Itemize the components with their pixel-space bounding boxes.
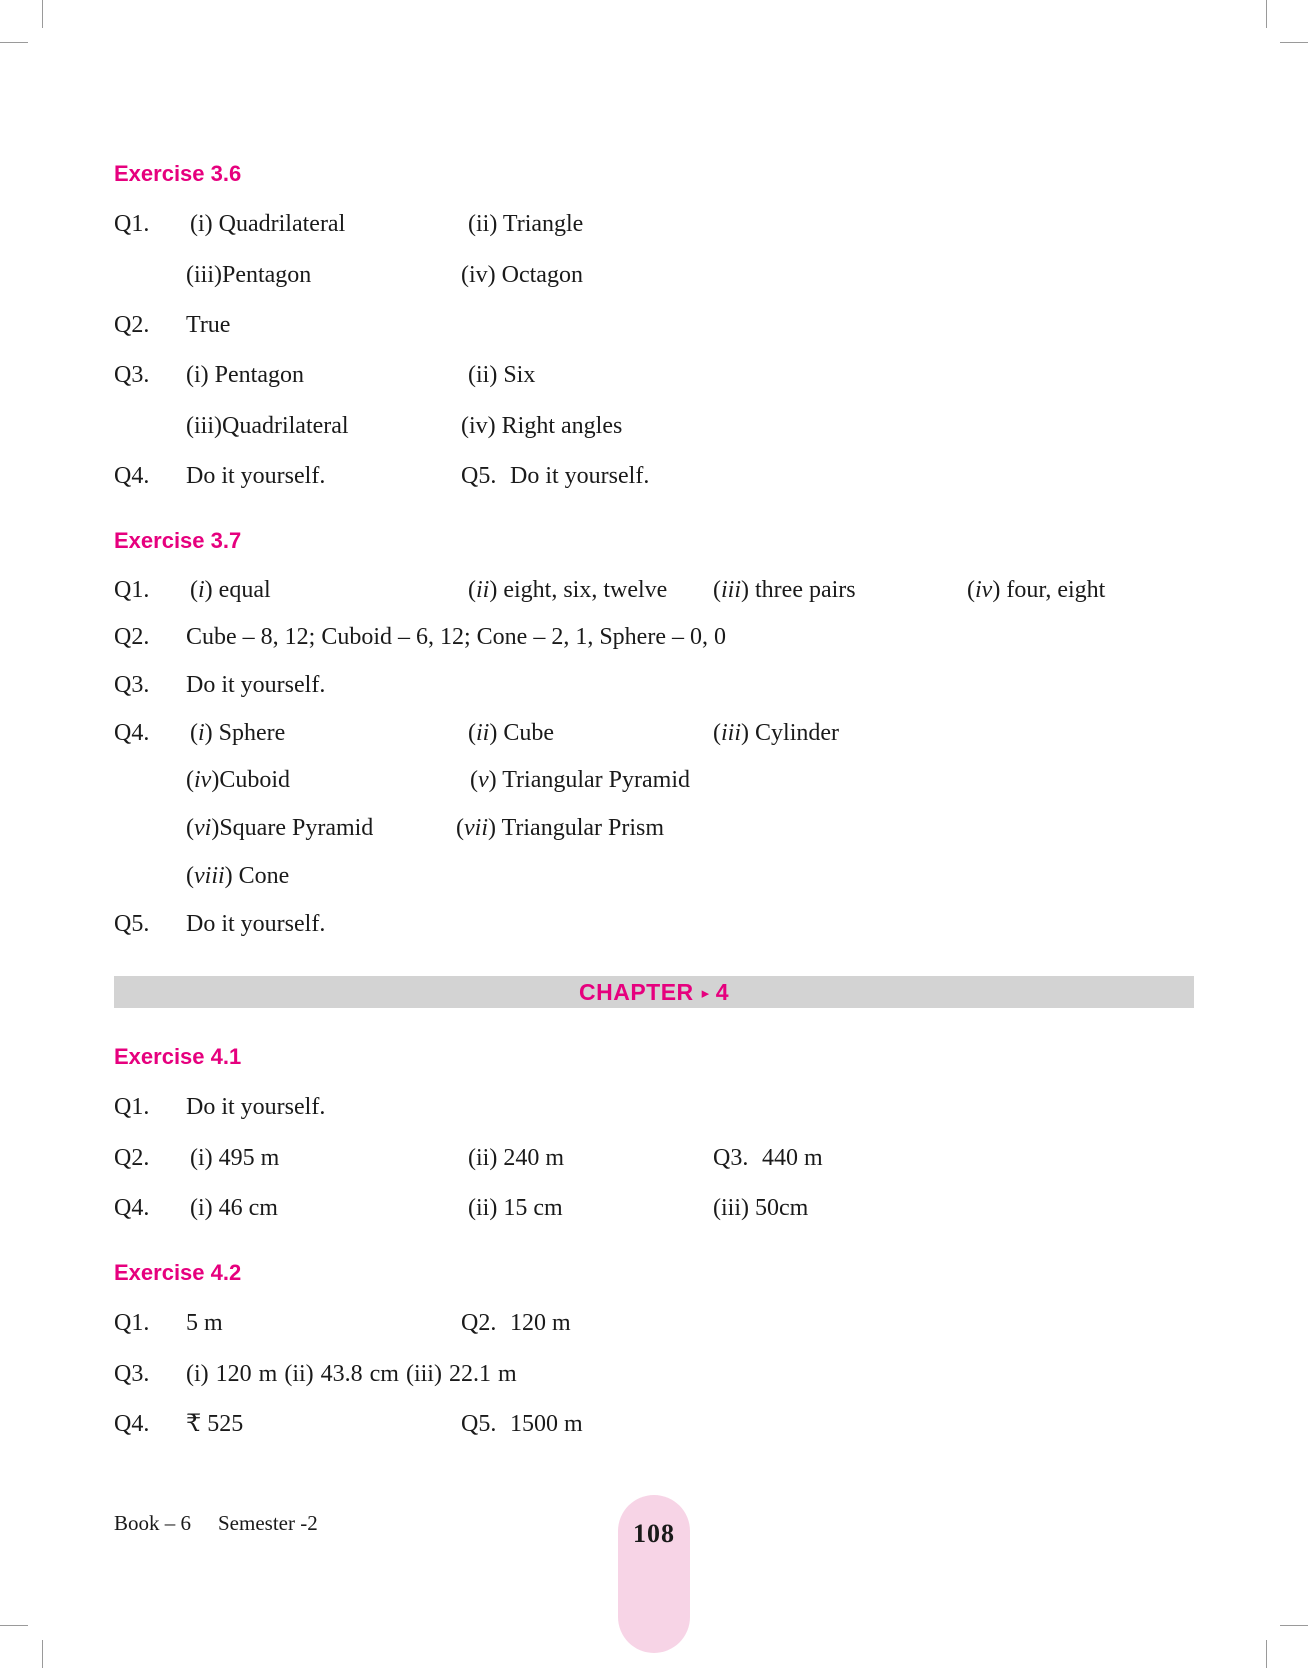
part-text: Triangular Pyramid [502, 767, 690, 793]
question-label: Q5. [114, 911, 150, 937]
crop-mark [0, 42, 28, 43]
question-label: Q5. [461, 1411, 497, 1437]
answer-part: (ii) Six [468, 362, 536, 388]
answer-part: (iv) Octagon [461, 262, 583, 288]
part-numeral: iii [721, 577, 742, 603]
part-numeral: iv [975, 577, 993, 603]
part-text: three pairs [755, 577, 856, 603]
answer-part: (iii) three pairs [713, 577, 856, 603]
crop-mark [1280, 42, 1308, 43]
answer-text: 5 m [186, 1310, 223, 1336]
crop-mark [1266, 0, 1267, 28]
question-label: Q2. [461, 1310, 497, 1336]
answer-part: (i) Quadrilateral [190, 211, 346, 237]
answer-part: (i) 46 cm [190, 1195, 278, 1221]
exercise-heading: Exercise 3.6 [114, 161, 242, 186]
part-numeral: i [198, 720, 205, 746]
question-label: Q5. [461, 463, 497, 489]
exercise-heading: Exercise 4.2 [114, 1260, 242, 1285]
answer-part: (ii) eight, six, twelve [468, 577, 668, 603]
answer-text: Do it yourself. [510, 463, 650, 489]
question-label: Q1. [114, 211, 150, 237]
answer-part: (iii) Cylinder [713, 720, 840, 746]
part-numeral: iii [721, 720, 742, 746]
part-numeral: ii [476, 577, 490, 603]
question-label: Q4. [114, 1411, 150, 1437]
part-numeral: ii [476, 720, 490, 746]
question-label: Q1. [114, 1310, 150, 1336]
answer-part: (i) equal [190, 577, 271, 603]
answer-text: 120 m [510, 1310, 571, 1336]
part-text: Cube [503, 720, 555, 746]
chapter-title [114, 976, 1194, 1008]
answer-part: (iii)Pentagon [186, 262, 312, 288]
part-text: Cone [238, 863, 290, 889]
page-number-badge [618, 1495, 690, 1653]
answer-part: (viii) Cone [186, 863, 290, 889]
answer-text: Do it yourself. [186, 672, 326, 698]
part-text: Sphere [218, 720, 286, 746]
part-numeral: viii [194, 863, 225, 889]
question-label: Q2. [114, 624, 150, 650]
answer-text: ₹ 525 [186, 1411, 244, 1437]
answer-text: Do it yourself. [186, 911, 326, 937]
answer-text: 1500 m [510, 1411, 583, 1437]
triangle-arrow-icon: ▸ [701, 985, 710, 1002]
question-label: Q4. [114, 463, 150, 489]
footer-semester: Semester -2 [218, 1511, 318, 1535]
crop-mark [42, 1640, 43, 1668]
part-text: Triangular Prism [501, 815, 665, 841]
part-text: Cylinder [755, 720, 840, 746]
question-label: Q4. [114, 1195, 150, 1221]
part-text: Cuboid [219, 767, 291, 793]
exercise-heading: Exercise 3.7 [114, 528, 242, 553]
answer-part: (i) 495 m [190, 1145, 280, 1171]
chapter-label: CHAPTER [579, 979, 694, 1005]
answer-part: (ii) 15 cm [468, 1195, 563, 1221]
footer-book: Book – 6 [114, 1511, 192, 1535]
part-text: eight, six, twelve [503, 577, 668, 603]
part-numeral: vii [464, 815, 488, 841]
crop-mark [1280, 1625, 1308, 1626]
answer-text: (i) 120 m (ii) 43.8 cm (iii) 22.1 m [186, 1361, 517, 1387]
crop-mark [0, 1625, 28, 1626]
answer-text: True [186, 312, 231, 338]
answer-part: (ii) 240 m [468, 1145, 564, 1171]
answer-part: (vi)Square Pyramid [186, 815, 374, 841]
answer-part: (ii) Cube [468, 720, 555, 746]
question-label: Q2. [114, 312, 150, 338]
answer-part: (v) Triangular Pyramid [470, 767, 690, 793]
answer-part: (iii)Quadrilateral [186, 413, 349, 439]
chapter-banner [114, 976, 1194, 1008]
question-label: Q4. [114, 720, 150, 746]
question-label: Q3. [713, 1145, 749, 1171]
question-label: Q2. [114, 1145, 150, 1171]
answer-text: Do it yourself. [186, 1094, 326, 1120]
part-numeral: i [198, 577, 205, 603]
exercise-heading: Exercise 4.1 [114, 1044, 242, 1069]
answer-part: (vii) Triangular Prism [456, 815, 665, 841]
crop-mark [1266, 1640, 1267, 1668]
page-number: 108 [633, 1519, 675, 1548]
answer-part: (i) Pentagon [186, 362, 304, 388]
answer-part: (ii) Triangle [468, 211, 584, 237]
chapter-number: 4 [715, 979, 729, 1005]
answer-text: Do it yourself. [186, 463, 326, 489]
answer-part: (iv) four, eight [967, 577, 1106, 603]
question-label: Q3. [114, 362, 150, 388]
answer-text: Cube – 8, 12; Cuboid – 6, 12; Cone – 2, 1, Sphere – 0, 0 [186, 624, 726, 650]
question-label: Q1. [114, 577, 150, 603]
question-label: Q3. [114, 672, 150, 698]
part-text: equal [218, 577, 271, 603]
question-label: Q1. [114, 1094, 150, 1120]
part-numeral: v [478, 767, 489, 793]
answer-text: 440 m [762, 1145, 823, 1171]
crop-mark [42, 0, 43, 28]
answer-part: (i) Sphere [190, 720, 286, 746]
part-text: four, eight [1006, 577, 1106, 603]
answer-part: (iv)Cuboid [186, 767, 291, 793]
question-label: Q3. [114, 1361, 150, 1387]
answer-part: (iii) 50cm [713, 1195, 809, 1221]
answer-part: (iv) Right angles [461, 413, 623, 439]
part-text: Square Pyramid [219, 815, 374, 841]
part-numeral: vi [194, 815, 212, 841]
part-numeral: iv [194, 767, 212, 793]
